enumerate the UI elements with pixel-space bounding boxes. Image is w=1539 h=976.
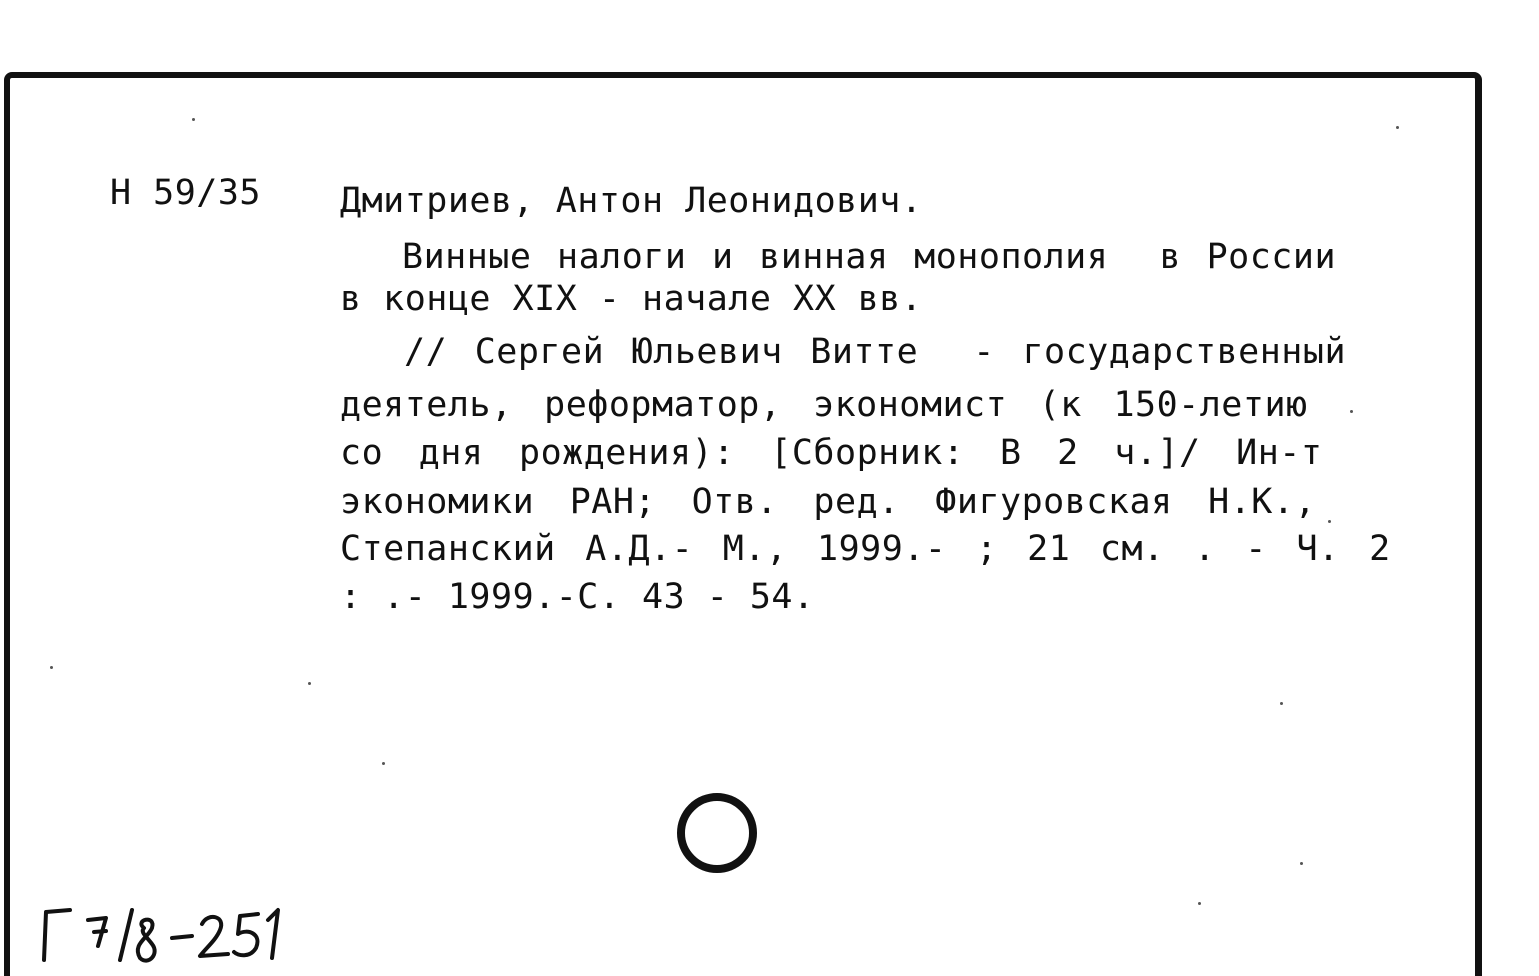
card-line-source-4: экономики РАН; Отв. ред. Фигуровская Н.К., [340, 482, 1317, 522]
card-line-source-2: деятель, реформатор, экономист (к 150-летию [340, 385, 1308, 425]
scan-speck [382, 762, 385, 765]
scan-speck [1198, 902, 1201, 905]
card-line-pages: : .- 1999.-С. 43 - 54. [340, 577, 815, 617]
scan-speck [1300, 862, 1303, 865]
card-line-source-3: со дня рождения): [Сборник: В 2 ч.]/ Ин-т [340, 433, 1323, 473]
card-line-author: Дмитриев, Антон Леонидович. [340, 181, 923, 221]
handwritten-note-signature [36, 898, 286, 968]
scan-speck [1350, 410, 1353, 413]
scan-speck [192, 118, 195, 121]
card-line-title-cont: в конце XIX - начале XX вв. [340, 279, 923, 319]
scan-speck [1280, 702, 1283, 705]
scan-speck [308, 682, 311, 685]
shelf-code: Н 59/35 [110, 173, 262, 213]
card-line-source-5: Степанский А.Д.- М., 1999.- ; 21 см. . - Ч. 2 [340, 529, 1391, 569]
card-line-title: Винные налоги и винная монополия в России [402, 237, 1337, 277]
scan-speck [1328, 520, 1331, 523]
punch-hole-circle [677, 793, 757, 873]
scan-speck [1396, 126, 1399, 129]
scan-speck [50, 666, 53, 669]
card-line-source: // Сергей Юльевич Витте - государственный [404, 332, 1347, 372]
